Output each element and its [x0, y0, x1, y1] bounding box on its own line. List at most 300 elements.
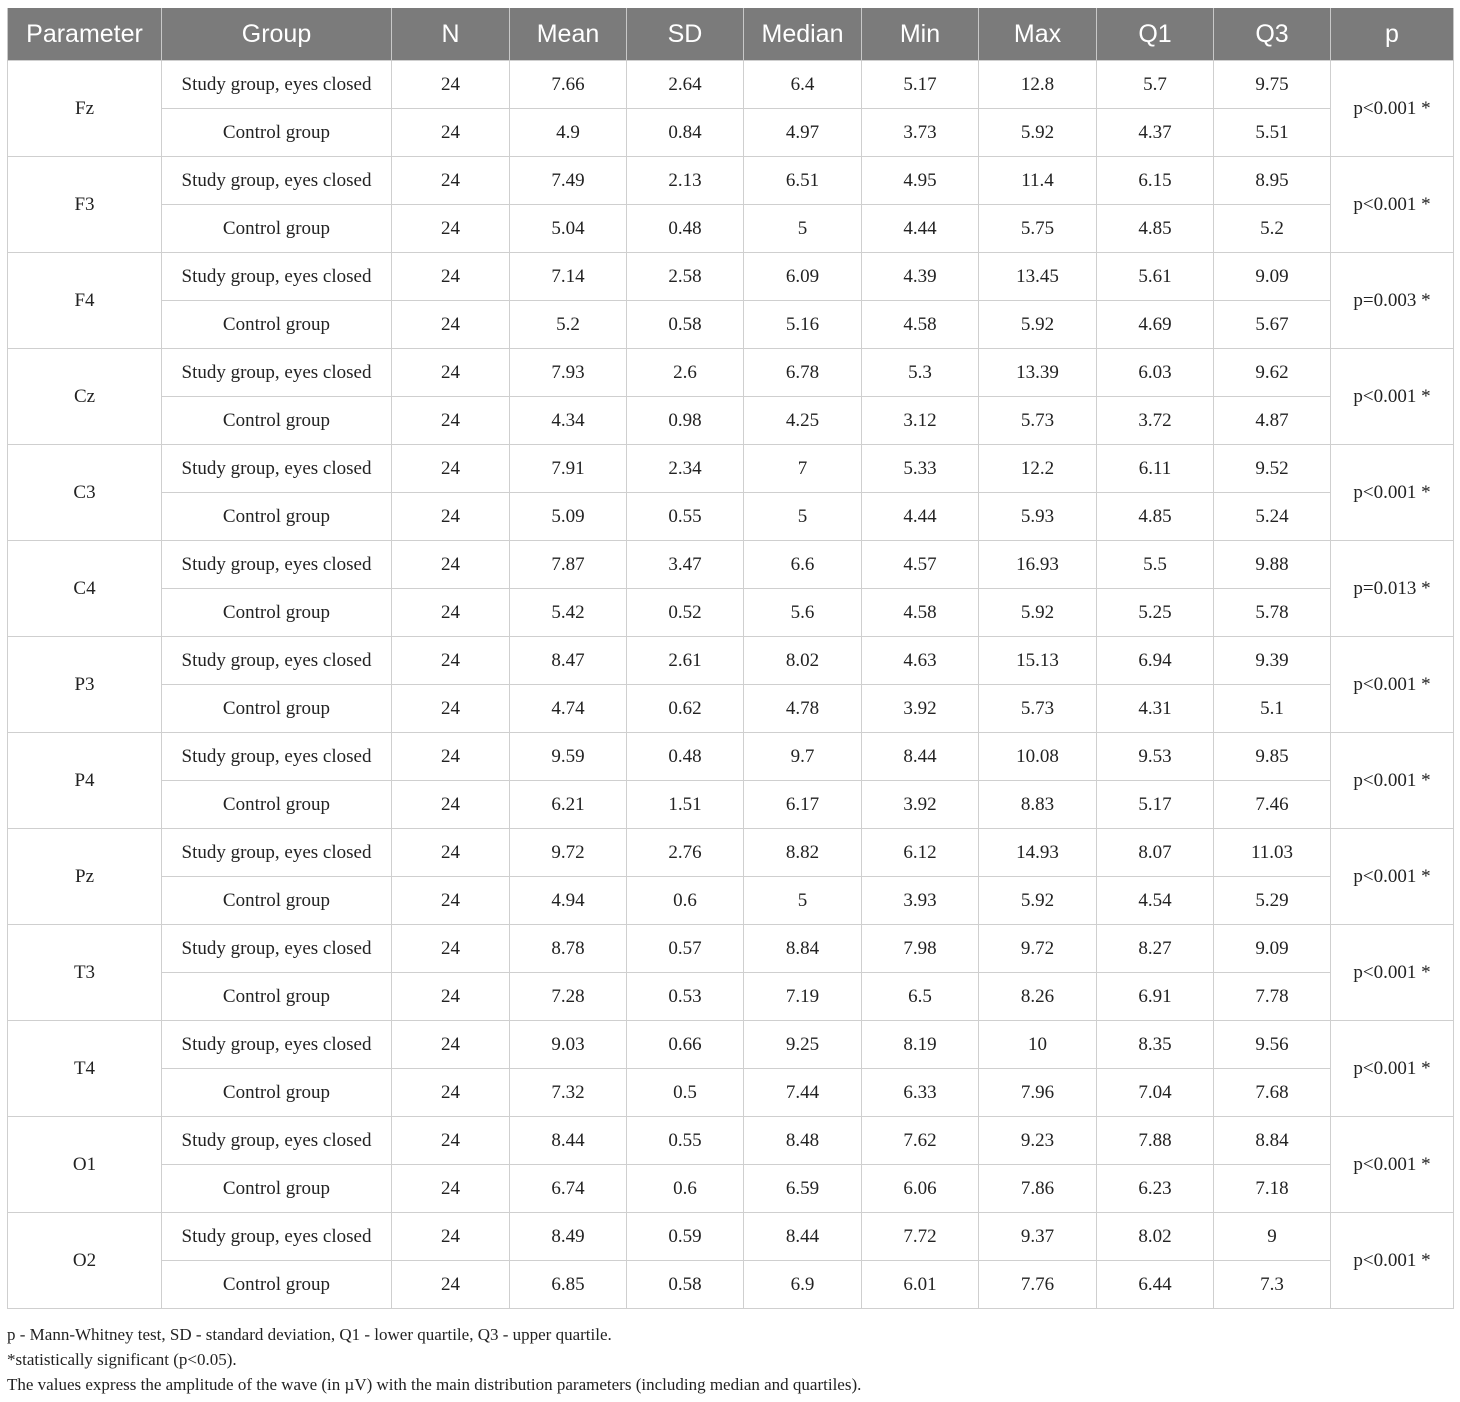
parameter-cell: F4: [8, 253, 162, 349]
median-cell: 5: [744, 877, 862, 925]
mean-cell: 7.28: [510, 973, 627, 1021]
group-cell: Study group, eyes closed: [162, 925, 392, 973]
q3-cell: 11.03: [1214, 829, 1331, 877]
sd-cell: 0.48: [627, 205, 744, 253]
q1-cell: 7.04: [1097, 1069, 1214, 1117]
sd-cell: 0.52: [627, 589, 744, 637]
q1-cell: 6.15: [1097, 157, 1214, 205]
column-header-max: Max: [979, 8, 1097, 61]
parameter-cell: T4: [8, 1021, 162, 1117]
median-cell: 8.84: [744, 925, 862, 973]
table-row: [8, 157, 1454, 205]
sd-cell: 2.64: [627, 61, 744, 109]
mean-cell: 5.2: [510, 301, 627, 349]
q3-cell: 9.85: [1214, 733, 1331, 781]
group-cell: Control group: [162, 397, 392, 445]
min-cell: 6.01: [862, 1261, 979, 1309]
group-cell: Control group: [162, 973, 392, 1021]
q3-cell: 9.09: [1214, 253, 1331, 301]
group-cell: Control group: [162, 109, 392, 157]
group-cell: Study group, eyes closed: [162, 1213, 392, 1261]
column-header-group: Group: [162, 8, 392, 61]
table-row: [8, 781, 1454, 829]
median-cell: 4.78: [744, 685, 862, 733]
median-cell: 8.48: [744, 1117, 862, 1165]
p-value-cell: p<0.001 *: [1331, 157, 1454, 253]
table-row: [8, 1261, 1454, 1309]
q3-cell: 7.78: [1214, 973, 1331, 1021]
table-row: [8, 1165, 1454, 1213]
q3-cell: 7.46: [1214, 781, 1331, 829]
table-row: [8, 61, 1454, 109]
mean-cell: 9.72: [510, 829, 627, 877]
min-cell: 8.44: [862, 733, 979, 781]
table-row: [8, 541, 1454, 589]
max-cell: 5.92: [979, 109, 1097, 157]
p-value-cell: p<0.001 *: [1331, 829, 1454, 925]
parameter-cell: O2: [8, 1213, 162, 1309]
median-cell: 4.97: [744, 109, 862, 157]
min-cell: 4.44: [862, 493, 979, 541]
sd-cell: 2.58: [627, 253, 744, 301]
q3-cell: 9.56: [1214, 1021, 1331, 1069]
statistics-table: [7, 8, 1454, 1309]
p-value-cell: p=0.013 *: [1331, 541, 1454, 637]
mean-cell: 4.9: [510, 109, 627, 157]
median-cell: 5.6: [744, 589, 862, 637]
median-cell: 7: [744, 445, 862, 493]
parameter-cell: P3: [8, 637, 162, 733]
parameter-cell: C3: [8, 445, 162, 541]
group-cell: Study group, eyes closed: [162, 445, 392, 493]
p-value-cell: p<0.001 *: [1331, 349, 1454, 445]
q3-cell: 7.68: [1214, 1069, 1331, 1117]
table-row: [8, 1021, 1454, 1069]
min-cell: 7.98: [862, 925, 979, 973]
median-cell: 4.25: [744, 397, 862, 445]
column-header-q1: Q1: [1097, 8, 1214, 61]
max-cell: 5.73: [979, 685, 1097, 733]
n-cell: 24: [392, 541, 510, 589]
max-cell: 8.83: [979, 781, 1097, 829]
table-row: [8, 493, 1454, 541]
sd-cell: 0.58: [627, 1261, 744, 1309]
n-cell: 24: [392, 1117, 510, 1165]
table-row: [8, 205, 1454, 253]
median-cell: 8.02: [744, 637, 862, 685]
q3-cell: 8.84: [1214, 1117, 1331, 1165]
mean-cell: 8.49: [510, 1213, 627, 1261]
q3-cell: 5.1: [1214, 685, 1331, 733]
q3-cell: 9.39: [1214, 637, 1331, 685]
table-row: [8, 589, 1454, 637]
table-row: [8, 397, 1454, 445]
sd-cell: 0.84: [627, 109, 744, 157]
max-cell: 16.93: [979, 541, 1097, 589]
group-cell: Control group: [162, 781, 392, 829]
n-cell: 24: [392, 349, 510, 397]
n-cell: 24: [392, 109, 510, 157]
mean-cell: 5.42: [510, 589, 627, 637]
max-cell: 9.72: [979, 925, 1097, 973]
group-cell: Study group, eyes closed: [162, 637, 392, 685]
max-cell: 12.8: [979, 61, 1097, 109]
p-value-cell: p<0.001 *: [1331, 445, 1454, 541]
group-cell: Control group: [162, 1069, 392, 1117]
q1-cell: 5.25: [1097, 589, 1214, 637]
parameter-cell: Cz: [8, 349, 162, 445]
q1-cell: 4.85: [1097, 205, 1214, 253]
min-cell: 4.39: [862, 253, 979, 301]
table-row: [8, 253, 1454, 301]
n-cell: 24: [392, 589, 510, 637]
median-cell: 5: [744, 493, 862, 541]
mean-cell: 4.94: [510, 877, 627, 925]
footnotes: [7, 1322, 1453, 1397]
max-cell: 5.92: [979, 589, 1097, 637]
q3-cell: 5.29: [1214, 877, 1331, 925]
q1-cell: 4.85: [1097, 493, 1214, 541]
mean-cell: 7.91: [510, 445, 627, 493]
min-cell: 3.92: [862, 685, 979, 733]
q1-cell: 4.37: [1097, 109, 1214, 157]
p-value-cell: p<0.001 *: [1331, 1117, 1454, 1213]
min-cell: 5.3: [862, 349, 979, 397]
median-cell: 6.51: [744, 157, 862, 205]
median-cell: 7.44: [744, 1069, 862, 1117]
table-header: [8, 8, 1454, 61]
sd-cell: 0.55: [627, 493, 744, 541]
q1-cell: 6.91: [1097, 973, 1214, 1021]
group-cell: Control group: [162, 493, 392, 541]
q1-cell: 5.7: [1097, 61, 1214, 109]
min-cell: 6.5: [862, 973, 979, 1021]
max-cell: 5.93: [979, 493, 1097, 541]
min-cell: 6.12: [862, 829, 979, 877]
table-row: [8, 301, 1454, 349]
mean-cell: 7.32: [510, 1069, 627, 1117]
q3-cell: 9.52: [1214, 445, 1331, 493]
min-cell: 4.63: [862, 637, 979, 685]
q3-cell: 9.62: [1214, 349, 1331, 397]
p-value-cell: p=0.003 *: [1331, 253, 1454, 349]
n-cell: 24: [392, 253, 510, 301]
footnote-test-description: p - Mann-Whitney test, SD - standard deviation, Q1 - lower quartile, Q3 - upper quartile.: [7, 1325, 612, 1344]
q3-cell: 5.78: [1214, 589, 1331, 637]
sd-cell: 0.6: [627, 1165, 744, 1213]
median-cell: 9.25: [744, 1021, 862, 1069]
q1-cell: 5.61: [1097, 253, 1214, 301]
mean-cell: 5.09: [510, 493, 627, 541]
n-cell: 24: [392, 781, 510, 829]
group-cell: Study group, eyes closed: [162, 349, 392, 397]
mean-cell: 8.44: [510, 1117, 627, 1165]
q1-cell: 6.03: [1097, 349, 1214, 397]
q1-cell: 6.23: [1097, 1165, 1214, 1213]
n-cell: 24: [392, 493, 510, 541]
min-cell: 4.57: [862, 541, 979, 589]
median-cell: 8.44: [744, 1213, 862, 1261]
group-cell: Study group, eyes closed: [162, 1021, 392, 1069]
max-cell: 7.76: [979, 1261, 1097, 1309]
max-cell: 7.86: [979, 1165, 1097, 1213]
table-row: [8, 349, 1454, 397]
mean-cell: 9.03: [510, 1021, 627, 1069]
min-cell: 3.73: [862, 109, 979, 157]
group-cell: Control group: [162, 685, 392, 733]
min-cell: 5.17: [862, 61, 979, 109]
group-cell: Control group: [162, 589, 392, 637]
mean-cell: 5.04: [510, 205, 627, 253]
mean-cell: 6.85: [510, 1261, 627, 1309]
q1-cell: 6.44: [1097, 1261, 1214, 1309]
sd-cell: 2.34: [627, 445, 744, 493]
max-cell: 9.37: [979, 1213, 1097, 1261]
q1-cell: 3.72: [1097, 397, 1214, 445]
n-cell: 24: [392, 1021, 510, 1069]
mean-cell: 7.66: [510, 61, 627, 109]
min-cell: 8.19: [862, 1021, 979, 1069]
column-header-parameter: Parameter: [8, 8, 162, 61]
sd-cell: 0.58: [627, 301, 744, 349]
n-cell: 24: [392, 637, 510, 685]
p-value-cell: p<0.001 *: [1331, 1213, 1454, 1309]
n-cell: 24: [392, 205, 510, 253]
group-cell: Control group: [162, 205, 392, 253]
median-cell: 9.7: [744, 733, 862, 781]
min-cell: 4.58: [862, 301, 979, 349]
q1-cell: 7.88: [1097, 1117, 1214, 1165]
group-cell: Control group: [162, 1165, 392, 1213]
group-cell: Control group: [162, 877, 392, 925]
n-cell: 24: [392, 877, 510, 925]
q3-cell: 9.09: [1214, 925, 1331, 973]
p-value-cell: p<0.001 *: [1331, 61, 1454, 157]
n-cell: 24: [392, 61, 510, 109]
table-row: [8, 637, 1454, 685]
sd-cell: 0.62: [627, 685, 744, 733]
min-cell: 3.92: [862, 781, 979, 829]
sd-cell: 0.59: [627, 1213, 744, 1261]
min-cell: 6.06: [862, 1165, 979, 1213]
p-value-cell: p<0.001 *: [1331, 925, 1454, 1021]
q3-cell: 5.24: [1214, 493, 1331, 541]
n-cell: 24: [392, 445, 510, 493]
median-cell: 6.78: [744, 349, 862, 397]
sd-cell: 0.98: [627, 397, 744, 445]
n-cell: 24: [392, 829, 510, 877]
n-cell: 24: [392, 973, 510, 1021]
median-cell: 7.19: [744, 973, 862, 1021]
q1-cell: 8.07: [1097, 829, 1214, 877]
q3-cell: 7.18: [1214, 1165, 1331, 1213]
footnote-values-description: The values express the amplitude of the wave (in µV) with the main distribution parameters (including median and quartiles).: [7, 1375, 862, 1394]
footnote-significance: *statistically significant (p<0.05).: [7, 1350, 237, 1369]
q1-cell: 4.69: [1097, 301, 1214, 349]
table-row: [8, 973, 1454, 1021]
mean-cell: 6.21: [510, 781, 627, 829]
table-row: [8, 445, 1454, 493]
min-cell: 4.44: [862, 205, 979, 253]
table-body: [8, 61, 1454, 1309]
n-cell: 24: [392, 1069, 510, 1117]
median-cell: 5: [744, 205, 862, 253]
mean-cell: 7.93: [510, 349, 627, 397]
n-cell: 24: [392, 1261, 510, 1309]
table-row: [8, 829, 1454, 877]
min-cell: 3.93: [862, 877, 979, 925]
median-cell: 6.4: [744, 61, 862, 109]
n-cell: 24: [392, 157, 510, 205]
sd-cell: 0.66: [627, 1021, 744, 1069]
table-row: [8, 877, 1454, 925]
max-cell: 8.26: [979, 973, 1097, 1021]
mean-cell: 8.78: [510, 925, 627, 973]
q3-cell: 8.95: [1214, 157, 1331, 205]
parameter-cell: Fz: [8, 61, 162, 157]
table-row: [8, 925, 1454, 973]
q1-cell: 4.31: [1097, 685, 1214, 733]
sd-cell: 2.76: [627, 829, 744, 877]
max-cell: 9.23: [979, 1117, 1097, 1165]
mean-cell: 4.74: [510, 685, 627, 733]
median-cell: 6.09: [744, 253, 862, 301]
q1-cell: 8.35: [1097, 1021, 1214, 1069]
max-cell: 10: [979, 1021, 1097, 1069]
p-value-cell: p<0.001 *: [1331, 1021, 1454, 1117]
min-cell: 7.72: [862, 1213, 979, 1261]
mean-cell: 9.59: [510, 733, 627, 781]
parameter-cell: T3: [8, 925, 162, 1021]
q1-cell: 5.17: [1097, 781, 1214, 829]
q3-cell: 7.3: [1214, 1261, 1331, 1309]
table-row: [8, 1117, 1454, 1165]
q1-cell: 6.11: [1097, 445, 1214, 493]
median-cell: 6.6: [744, 541, 862, 589]
max-cell: 15.13: [979, 637, 1097, 685]
min-cell: 3.12: [862, 397, 979, 445]
n-cell: 24: [392, 1213, 510, 1261]
table-row: [8, 1213, 1454, 1261]
group-cell: Study group, eyes closed: [162, 253, 392, 301]
median-cell: 6.17: [744, 781, 862, 829]
group-cell: Control group: [162, 1261, 392, 1309]
parameter-cell: O1: [8, 1117, 162, 1213]
column-header-min: Min: [862, 8, 979, 61]
group-cell: Study group, eyes closed: [162, 733, 392, 781]
sd-cell: 0.5: [627, 1069, 744, 1117]
max-cell: 12.2: [979, 445, 1097, 493]
table-row: [8, 109, 1454, 157]
column-header-n: N: [392, 8, 510, 61]
q1-cell: 8.27: [1097, 925, 1214, 973]
q3-cell: 5.2: [1214, 205, 1331, 253]
column-header-q3: Q3: [1214, 8, 1331, 61]
group-cell: Study group, eyes closed: [162, 61, 392, 109]
median-cell: 6.59: [744, 1165, 862, 1213]
group-cell: Study group, eyes closed: [162, 541, 392, 589]
max-cell: 5.75: [979, 205, 1097, 253]
mean-cell: 8.47: [510, 637, 627, 685]
max-cell: 13.39: [979, 349, 1097, 397]
q1-cell: 5.5: [1097, 541, 1214, 589]
min-cell: 4.58: [862, 589, 979, 637]
header-row: [8, 8, 1454, 61]
parameter-cell: C4: [8, 541, 162, 637]
max-cell: 7.96: [979, 1069, 1097, 1117]
q3-cell: 4.87: [1214, 397, 1331, 445]
n-cell: 24: [392, 1165, 510, 1213]
q1-cell: 6.94: [1097, 637, 1214, 685]
group-cell: Study group, eyes closed: [162, 1117, 392, 1165]
n-cell: 24: [392, 397, 510, 445]
q1-cell: 4.54: [1097, 877, 1214, 925]
mean-cell: 7.14: [510, 253, 627, 301]
n-cell: 24: [392, 685, 510, 733]
sd-cell: 0.53: [627, 973, 744, 1021]
max-cell: 10.08: [979, 733, 1097, 781]
q1-cell: 8.02: [1097, 1213, 1214, 1261]
p-value-cell: p<0.001 *: [1331, 733, 1454, 829]
max-cell: 14.93: [979, 829, 1097, 877]
parameter-cell: F3: [8, 157, 162, 253]
max-cell: 5.92: [979, 877, 1097, 925]
min-cell: 7.62: [862, 1117, 979, 1165]
sd-cell: 2.61: [627, 637, 744, 685]
mean-cell: 7.49: [510, 157, 627, 205]
mean-cell: 6.74: [510, 1165, 627, 1213]
max-cell: 11.4: [979, 157, 1097, 205]
max-cell: 13.45: [979, 253, 1097, 301]
min-cell: 4.95: [862, 157, 979, 205]
mean-cell: 4.34: [510, 397, 627, 445]
table-row: [8, 685, 1454, 733]
table-row: [8, 1069, 1454, 1117]
sd-cell: 3.47: [627, 541, 744, 589]
sd-cell: 0.6: [627, 877, 744, 925]
group-cell: Study group, eyes closed: [162, 157, 392, 205]
n-cell: 24: [392, 925, 510, 973]
sd-cell: 2.13: [627, 157, 744, 205]
column-header-mean: Mean: [510, 8, 627, 61]
column-header-sd: SD: [627, 8, 744, 61]
sd-cell: 2.6: [627, 349, 744, 397]
n-cell: 24: [392, 301, 510, 349]
sd-cell: 0.55: [627, 1117, 744, 1165]
max-cell: 5.92: [979, 301, 1097, 349]
median-cell: 5.16: [744, 301, 862, 349]
group-cell: Study group, eyes closed: [162, 829, 392, 877]
q3-cell: 9: [1214, 1213, 1331, 1261]
median-cell: 8.82: [744, 829, 862, 877]
p-value-cell: p<0.001 *: [1331, 637, 1454, 733]
q3-cell: 5.51: [1214, 109, 1331, 157]
parameter-cell: P4: [8, 733, 162, 829]
median-cell: 6.9: [744, 1261, 862, 1309]
group-cell: Control group: [162, 301, 392, 349]
q3-cell: 9.75: [1214, 61, 1331, 109]
q1-cell: 9.53: [1097, 733, 1214, 781]
column-header-median: Median: [744, 8, 862, 61]
min-cell: 6.33: [862, 1069, 979, 1117]
table-row: [8, 733, 1454, 781]
sd-cell: 0.48: [627, 733, 744, 781]
parameter-cell: Pz: [8, 829, 162, 925]
mean-cell: 7.87: [510, 541, 627, 589]
q3-cell: 9.88: [1214, 541, 1331, 589]
n-cell: 24: [392, 733, 510, 781]
min-cell: 5.33: [862, 445, 979, 493]
